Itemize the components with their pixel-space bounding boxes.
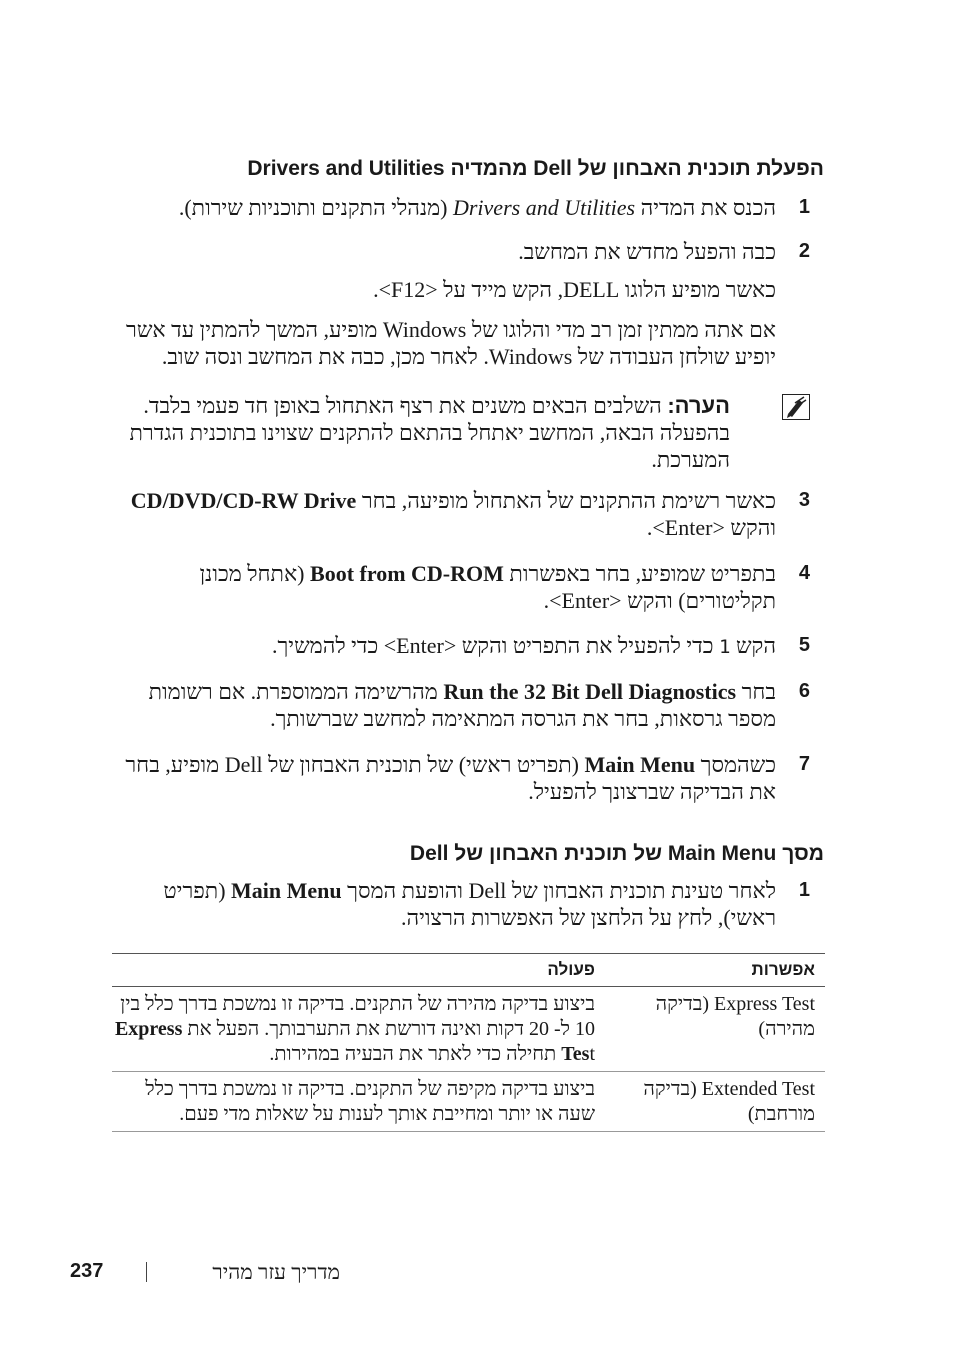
action-express-test: ביצוע בדיקה מהירה של התקנים. בדיקה זו נמשכת בדרך כלל בין 10 ל- 20 דקות ואינה דורשת את התערבותך. הפעל את Express Test תחילה כדי לאתר את הבעיה במהירות. [112, 987, 615, 1072]
option-extended-test: Extended Test (בדיקה מורחבת) [615, 1072, 825, 1132]
step-7 [100, 751, 810, 805]
note-pencil-icon [782, 394, 810, 420]
step-number: 1 [798, 196, 810, 218]
table-header-row [112, 954, 825, 987]
paragraph-f12: כאשר מופיע הלוגו DELL, הקש מייד על <F12>. [373, 277, 776, 302]
step-number: 7 [798, 753, 810, 775]
table-row [112, 1072, 825, 1132]
test-options-table [112, 953, 825, 1132]
step-text: בחר Run the 32 Bit Dell Diagnostics מהרשימה הממוספרת. אם רשומות מספר גרסאות, בחר את הגרסה המתאימה למחשב שברשותך. [148, 679, 776, 731]
step-2 [100, 238, 810, 265]
step-6 [100, 678, 810, 732]
step-text: כאשר רשימת ההתקנים של האתחול מופיעה, בחר CD/DVD/CD-RW Drive והקש <Enter>. [130, 488, 776, 540]
header-option: אפשרות [615, 954, 825, 987]
step-text: לאחר טעינת תוכנית האבחון של Dell והופעת המסך Main Menu (תפריט ראשי), לחץ על הלחצן של האפשרות הרצויה. [163, 878, 776, 930]
header-action: פעולה [112, 954, 615, 987]
main-menu-step-1 [100, 877, 810, 931]
step-4 [100, 560, 810, 614]
footer-divider [146, 1262, 147, 1282]
note-box [100, 392, 810, 473]
step-text: הקש 1 כדי להפעיל את התפריט והקש <Enter> כדי להמשיך. [272, 633, 776, 658]
section-heading-main-menu: מסך Main Menu של תוכנית האבחון של Dell [409, 842, 824, 865]
step-number: 5 [798, 634, 810, 656]
step-number: 4 [798, 562, 810, 584]
step-number: 2 [798, 240, 810, 262]
step-number: 1 [798, 879, 810, 901]
section-heading-diagnostics-from-media: הפעלת תוכנית האבחון של Dell מהמדיה Drivers and Utilities [247, 157, 824, 180]
note-text: הערה: השלבים הבאים משנים את רצף האתחול באופן חד פעמי בלבד. בהפעלה הבאה, המחשב יאתחל בהתאם להתקנים שצוינו בתוכנית הגדרת המערכת. [129, 393, 730, 472]
step-text: בתפריט שמופיע, בחר באפשרות Boot from CD-ROM (אתחל מכונן תקליטורים) והקש <Enter>. [199, 561, 776, 613]
action-extended-test: ביצוע בדיקה מקיפה של התקנים. בדיקה זו נמשכת בדרך כלל שעה או יותר ומחייבת אותך לענות על שאלות מדי פעם. [112, 1072, 615, 1132]
footer-title: מדריך עזר מהיר [212, 1260, 340, 1284]
page-footer [70, 1258, 340, 1288]
step-number: 6 [798, 680, 810, 702]
step-number: 3 [798, 489, 810, 511]
step-text: כבה והפעל מחדש את המחשב. [518, 239, 776, 264]
step-3 [100, 487, 810, 541]
step-1 [100, 194, 810, 221]
step-5 [100, 632, 810, 661]
step-text: כשהמסך Main Menu (תפריט ראשי) של תוכנית האבחון של Dell מופיע, בחר את הבדיקה שברצונך להפעיל. [125, 752, 776, 804]
paragraph-windows-wait: אם אתה ממתין זמן רב מדי והלוגו של Windows מופיע, המשך להמתין עד אשר יופיע שולחן העבודה של Windows. לאחר מכן, כבה את המחשב ונסה שוב. [126, 317, 776, 369]
table-row [112, 987, 825, 1072]
page-number: 237 [70, 1260, 104, 1282]
step-text: הכנס את המדיה Drivers and Utilities (מנהלי התקנים ותוכניות שירות). [178, 195, 776, 220]
option-express-test: Express Test (בדיקה מהירה) [615, 987, 825, 1072]
